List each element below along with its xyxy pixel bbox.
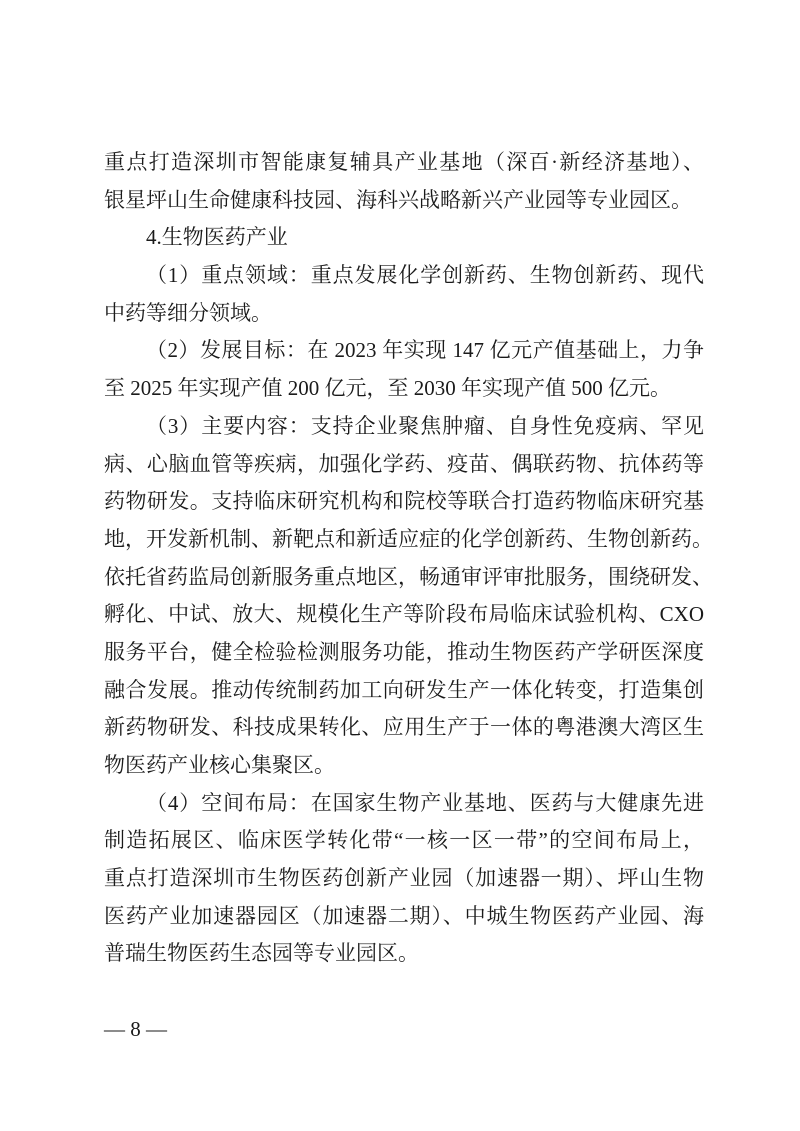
text-line: 地，开发新机制、新靶点和新适应症的化学创新药、生物创新药。 bbox=[104, 526, 713, 551]
text-line: 普瑞生物医药生态园等专业园区。 bbox=[104, 941, 419, 966]
text-line: 重点打造深圳市生物医药创新产业园（加速器一期）、坪山生物 bbox=[104, 866, 704, 891]
text-line: 至 2025 年实现产值 200 亿元，至 2030 年实现产值 500 亿元。 bbox=[104, 376, 671, 401]
text-line: （1）重点领域：重点发展化学创新药、生物创新药、现代 bbox=[146, 263, 704, 288]
text-line: 服务平台，健全检验检测服务功能，推动生物医药产学研医深度 bbox=[104, 639, 704, 664]
text-line: 依托省药监局创新服务重点地区，畅通审评审批服务，围绕研发、 bbox=[104, 564, 713, 589]
text-line: （4）空间布局：在国家生物产业基地、医药与大健康先进 bbox=[146, 790, 704, 815]
document-body bbox=[104, 144, 713, 973]
text-line: 制造拓展区、临床医学转化带“一核一区一带”的空间布局上， bbox=[104, 828, 704, 853]
text-line: 物医药产业核心集聚区。 bbox=[104, 753, 335, 777]
text-line: 重点打造深圳市智能康复辅具产业基地（深百·新经济基地）、 bbox=[104, 150, 704, 174]
text-line: 孵化、中试、放大、规模化生产等阶段布局临床试验机构、CXO bbox=[104, 602, 704, 627]
page-number: — 8 — bbox=[104, 1017, 167, 1041]
text-line: 银星坪山生命健康科技园、海科兴战略新兴产业园等专业园区。 bbox=[104, 187, 692, 212]
text-line: （3）主要内容：支持企业聚焦肿瘤、自身性免疫病、罕见 bbox=[146, 413, 704, 438]
text-line: 医药产业加速器园区（加速器二期）、中城生物医药产业园、海 bbox=[104, 903, 704, 928]
text-line: 中药等细分领域。 bbox=[104, 300, 272, 325]
text-line: （2）发展目标：在 2023 年实现 147 亿元产值基础上，力争 bbox=[146, 338, 704, 363]
text-line: 药物研发。支持临床研究机构和院校等联合打造药物临床研究基 bbox=[104, 489, 704, 514]
text-line: 病、心脑血管等疾病，加强化学药、疫苗、偶联药物、抗体药等 bbox=[104, 451, 704, 476]
text-line: 融合发展。推动传统制药加工向研发生产一体化转变，打造集创 bbox=[104, 677, 704, 702]
section-heading: 4.生物医药产业 bbox=[146, 225, 288, 250]
text-line: 新药物研发、科技成果转化、应用生产于一体的粤港澳大湾区生 bbox=[104, 715, 704, 740]
